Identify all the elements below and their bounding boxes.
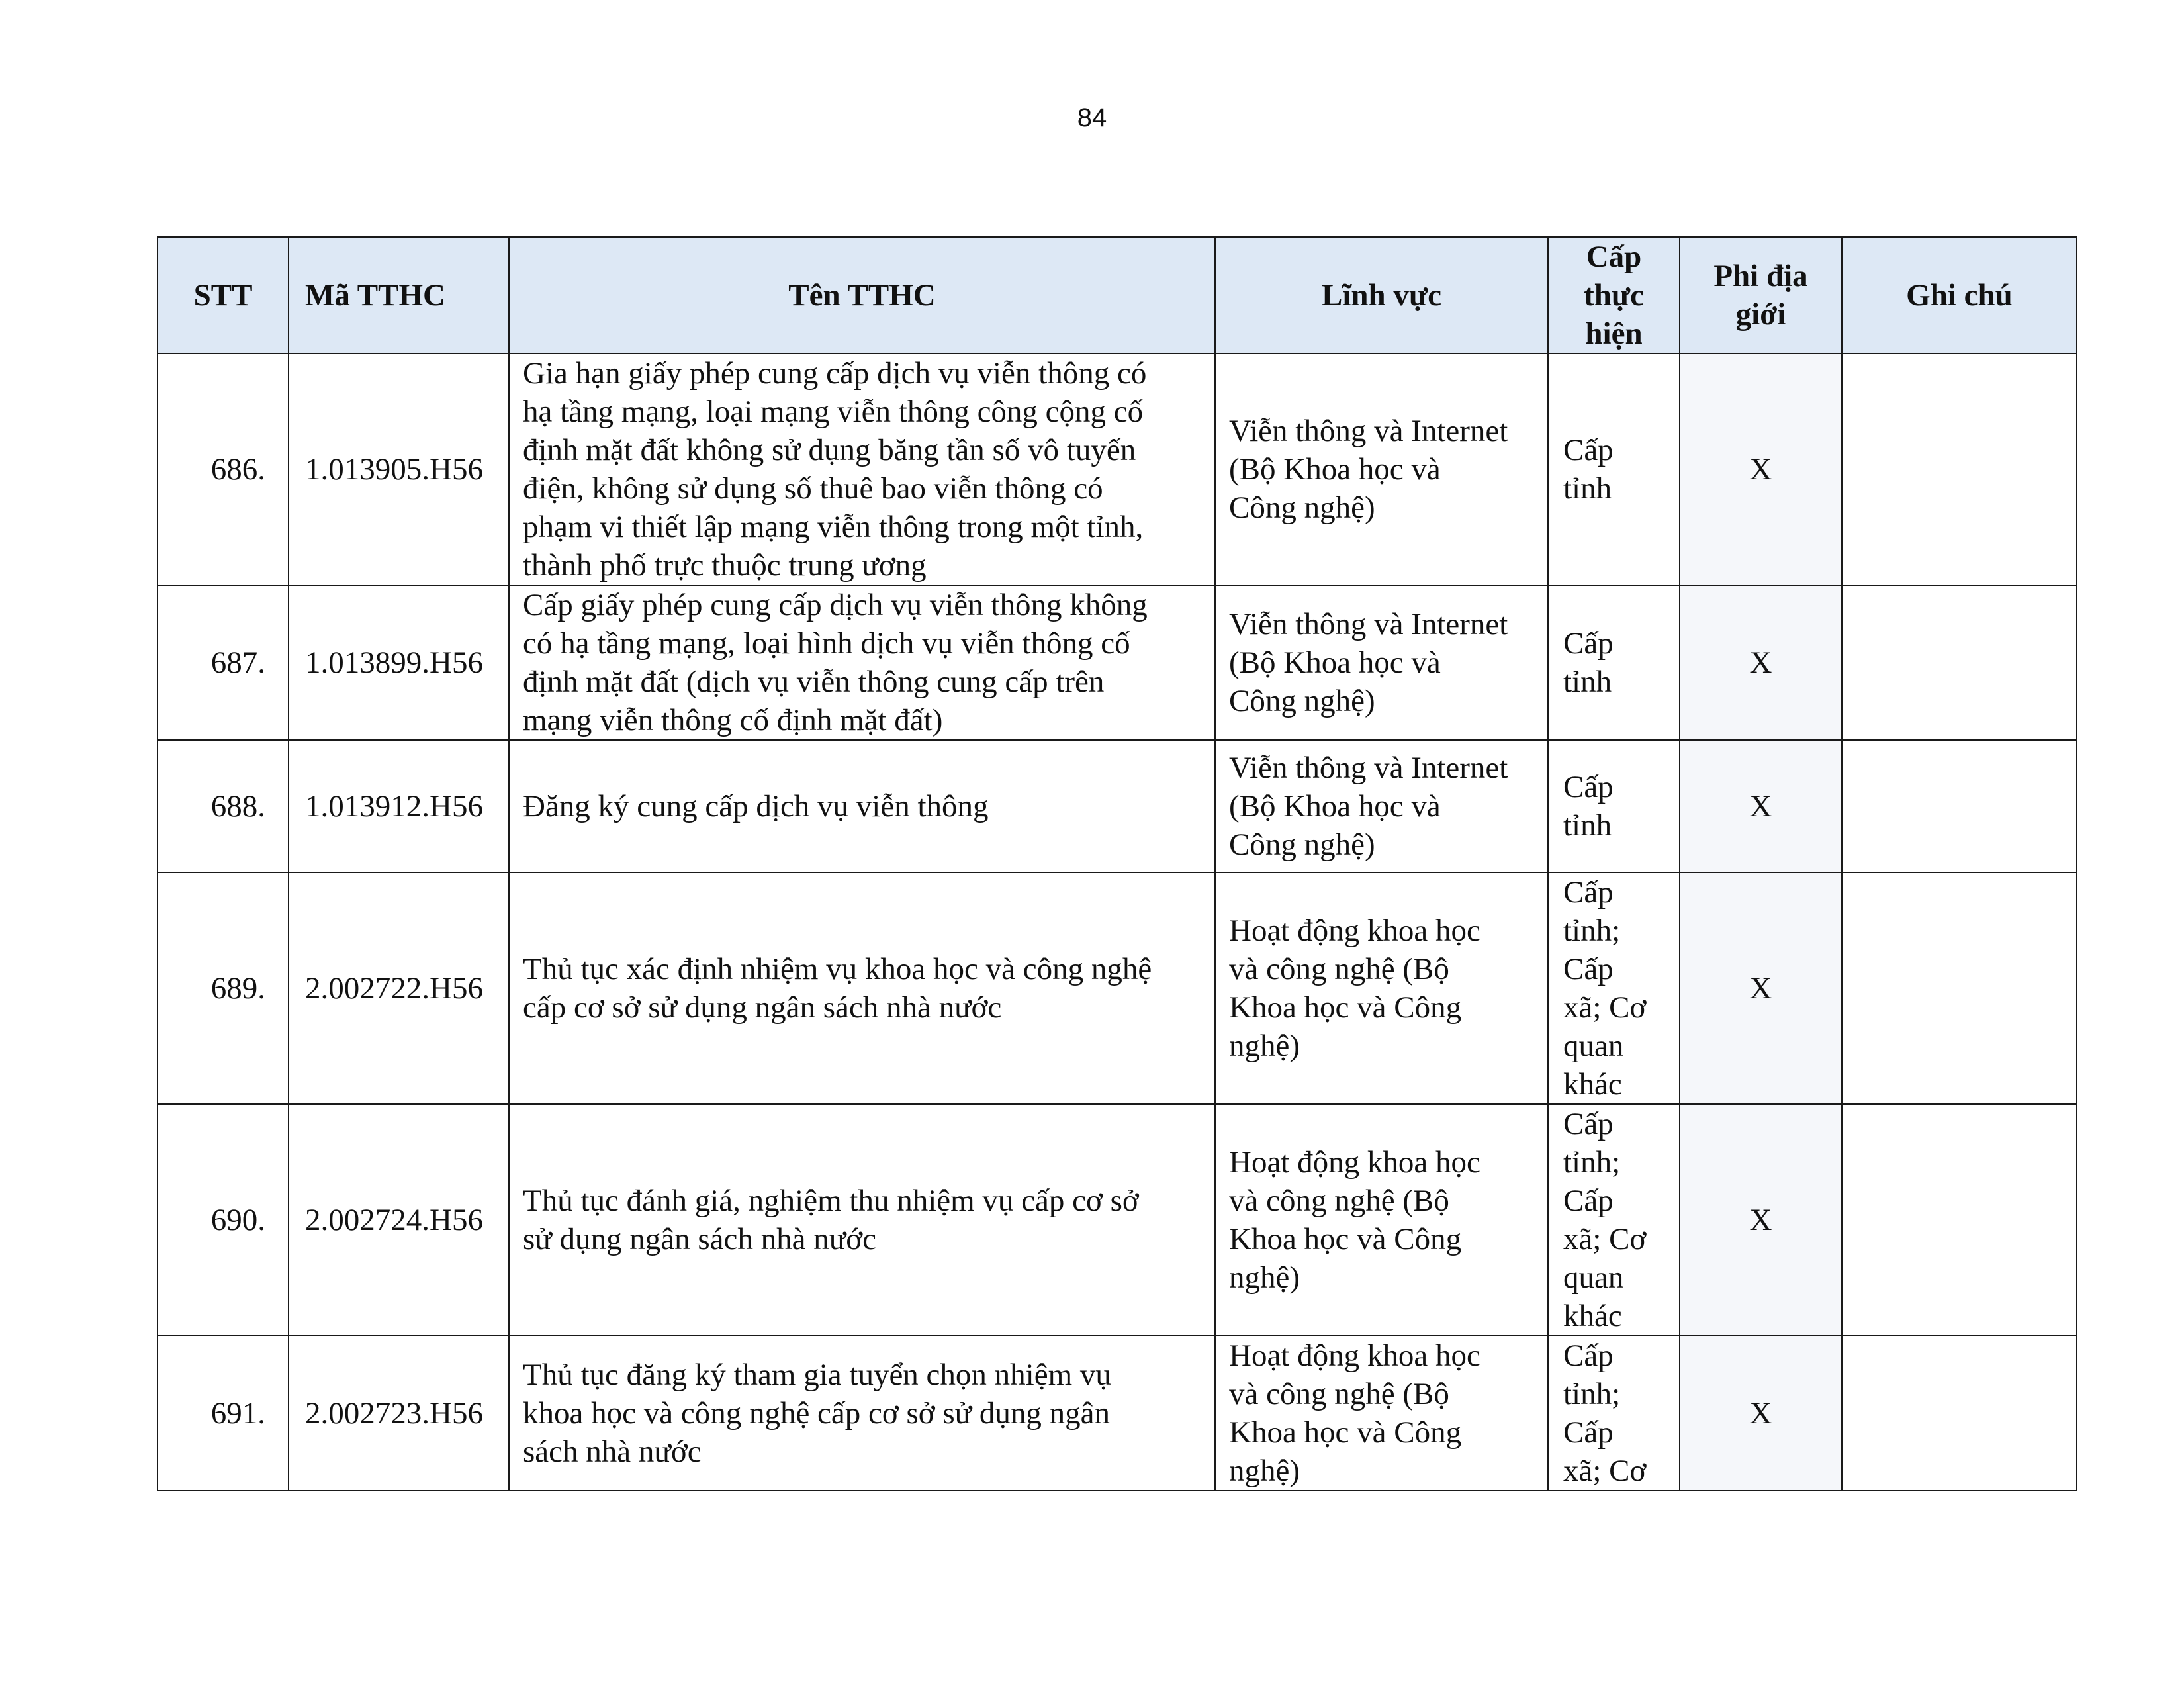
- cell-name-line: sử dụng ngân sách nhà nước: [523, 1222, 876, 1256]
- cell-name-line: Thủ tục xác định nhiệm vụ khoa học và công nghệ: [523, 952, 1152, 986]
- cell-name-line: khoa học và công nghệ cấp cơ sở sử dụng ngân: [523, 1396, 1111, 1430]
- cell-phi: X: [1680, 1336, 1842, 1491]
- cell-name: [509, 585, 1215, 740]
- cell-field-line: và công nghệ (Bộ: [1229, 1377, 1449, 1411]
- cell-name-line: định mặt đất không sử dụng băng tần số vô tuyến: [523, 433, 1136, 467]
- table-row: [158, 1336, 2077, 1491]
- cell-field-line: Viễn thông và Internet: [1229, 607, 1508, 641]
- cell-field-line: (Bộ Khoa học và: [1229, 789, 1441, 823]
- cell-field-line: Công nghệ): [1229, 827, 1375, 862]
- cell-name: [509, 353, 1215, 585]
- cell-field-line: Khoa học và Công: [1229, 1222, 1462, 1256]
- cell-code: 2.002724.H56: [289, 1104, 509, 1336]
- cell-field: [1215, 1336, 1548, 1491]
- cell-name-line: có hạ tầng mạng, loại hình dịch vụ viễn thông cố: [523, 626, 1130, 661]
- cell-field-line: Khoa học và Công: [1229, 990, 1462, 1025]
- cell-name-line: mạng viễn thông cố định mặt đất): [523, 703, 943, 737]
- cell-level-line: Cấp: [1563, 1107, 1614, 1141]
- cell-level-line: xã; Cơ: [1563, 990, 1647, 1025]
- cell-level-line: quan: [1563, 1260, 1624, 1295]
- cell-level-line: tỉnh: [1563, 471, 1612, 506]
- cell-note: [1842, 1336, 2077, 1491]
- cell-field: [1215, 740, 1548, 872]
- cell-name-line: định mặt đất (dịch vụ viễn thông cung cấp trên: [523, 665, 1105, 699]
- cell-name: [509, 1336, 1215, 1491]
- cell-name-line: điện, không sử dụng số thuê bao viễn thông có: [523, 471, 1103, 506]
- cell-field-line: Hoạt động khoa học: [1229, 914, 1480, 948]
- header-phi-line: Phi địa: [1713, 259, 1808, 293]
- header-phi-line: giới: [1735, 297, 1786, 332]
- cell-level-line: khác: [1563, 1067, 1622, 1102]
- cell-level-line: Cấp: [1563, 1184, 1614, 1218]
- cell-stt: 691.: [158, 1336, 289, 1491]
- header-field: Lĩnh vực: [1215, 237, 1548, 353]
- cell-field-line: Viễn thông và Internet: [1229, 751, 1508, 785]
- cell-level-line: Cấp: [1563, 875, 1614, 910]
- cell-field-line: Khoa học và Công: [1229, 1415, 1462, 1450]
- cell-level-line: Cấp: [1563, 770, 1614, 804]
- table-row: [158, 353, 2077, 585]
- header-phi: [1680, 237, 1842, 353]
- header-level-line: Cấp: [1586, 240, 1642, 274]
- cell-level-line: Cấp: [1563, 626, 1614, 661]
- cell-level: [1548, 872, 1680, 1104]
- cell-name-line: Thủ tục đăng ký tham gia tuyển chọn nhiệm vụ: [523, 1358, 1111, 1392]
- cell-name-line: cấp cơ sở sử dụng ngân sách nhà nước: [523, 990, 1002, 1025]
- header-stt: STT: [158, 237, 289, 353]
- header-level: [1548, 237, 1680, 353]
- cell-phi: X: [1680, 872, 1842, 1104]
- header-level-line: thực: [1584, 278, 1644, 312]
- cell-field-line: và công nghệ (Bộ: [1229, 1184, 1449, 1218]
- cell-field: [1215, 353, 1548, 585]
- cell-level-line: tỉnh;: [1563, 1145, 1621, 1180]
- cell-name: [509, 740, 1215, 872]
- cell-level-line: tỉnh;: [1563, 914, 1621, 948]
- cell-stt: 690.: [158, 1104, 289, 1336]
- cell-level-line: tỉnh: [1563, 808, 1612, 843]
- header-code: Mã TTHC: [289, 237, 509, 353]
- cell-name: [509, 1104, 1215, 1336]
- cell-level: [1548, 1336, 1680, 1491]
- cell-level-line: Cấp: [1563, 433, 1614, 467]
- cell-level: [1548, 1104, 1680, 1336]
- cell-phi: X: [1680, 585, 1842, 740]
- cell-name-line: phạm vi thiết lập mạng viễn thông trong một tỉnh,: [523, 510, 1144, 544]
- cell-note: [1842, 353, 2077, 585]
- cell-level-line: xã; Cơ: [1563, 1222, 1647, 1256]
- cell-level-line: Cấp: [1563, 1338, 1614, 1373]
- cell-name: [509, 872, 1215, 1104]
- table-row: [158, 740, 2077, 872]
- cell-field-line: Hoạt động khoa học: [1229, 1145, 1480, 1180]
- cell-level-line: tỉnh: [1563, 665, 1612, 699]
- cell-name-line: Cấp giấy phép cung cấp dịch vụ viễn thông không: [523, 588, 1148, 622]
- cell-level-line: tỉnh;: [1563, 1377, 1621, 1411]
- cell-phi: X: [1680, 1104, 1842, 1336]
- cell-stt: 689.: [158, 872, 289, 1104]
- cell-level-line: khác: [1563, 1299, 1622, 1333]
- cell-note: [1842, 872, 2077, 1104]
- cell-phi: X: [1680, 740, 1842, 872]
- cell-note: [1842, 740, 2077, 872]
- cell-field-line: Công nghệ): [1229, 491, 1375, 525]
- cell-field: [1215, 872, 1548, 1104]
- cell-code: 2.002723.H56: [289, 1336, 509, 1491]
- header-note: Ghi chú: [1842, 237, 2077, 353]
- cell-level-line: quan: [1563, 1029, 1624, 1063]
- cell-name-line: Gia hạn giấy phép cung cấp dịch vụ viễn thông có: [523, 356, 1147, 391]
- cell-field-line: Viễn thông và Internet: [1229, 414, 1508, 448]
- cell-field-line: và công nghệ (Bộ: [1229, 952, 1449, 986]
- cell-field-line: Công nghệ): [1229, 684, 1375, 718]
- cell-field-line: (Bộ Khoa học và: [1229, 645, 1441, 680]
- cell-name-line: Đăng ký cung cấp dịch vụ viễn thông: [523, 789, 989, 823]
- header-name: Tên TTHC: [509, 237, 1215, 353]
- cell-name-line: thành phố trực thuộc trung ương: [523, 548, 927, 583]
- cell-name-line: Thủ tục đánh giá, nghiệm thu nhiệm vụ cấp cơ sở: [523, 1184, 1139, 1218]
- cell-field-line: nghệ): [1229, 1029, 1300, 1063]
- page-number: 84: [1077, 103, 1107, 132]
- cell-code: 1.013899.H56: [289, 585, 509, 740]
- cell-stt: 686.: [158, 353, 289, 585]
- table-row: [158, 585, 2077, 740]
- cell-note: [1842, 1104, 2077, 1336]
- table-header-row: [158, 237, 2077, 353]
- cell-level: [1548, 353, 1680, 585]
- cell-level-line: Cấp: [1563, 1415, 1614, 1450]
- table-row: [158, 872, 2077, 1104]
- cell-code: 2.002722.H56: [289, 872, 509, 1104]
- header-level-line: hiện: [1585, 316, 1643, 351]
- cell-note: [1842, 585, 2077, 740]
- cell-level-line: Cấp: [1563, 952, 1614, 986]
- procedures-table: [157, 236, 2077, 1491]
- cell-code: 1.013912.H56: [289, 740, 509, 872]
- cell-name-line: sách nhà nước: [523, 1434, 702, 1469]
- cell-field: [1215, 585, 1548, 740]
- cell-field-line: nghệ): [1229, 1260, 1300, 1295]
- cell-stt: 688.: [158, 740, 289, 872]
- cell-field-line: (Bộ Khoa học và: [1229, 452, 1441, 487]
- cell-phi: X: [1680, 353, 1842, 585]
- table-row: [158, 1104, 2077, 1336]
- cell-field-line: nghệ): [1229, 1454, 1300, 1488]
- cell-stt: 687.: [158, 585, 289, 740]
- cell-level: [1548, 585, 1680, 740]
- cell-field: [1215, 1104, 1548, 1336]
- cell-name-line: hạ tầng mạng, loại mạng viễn thông công cộng cố: [523, 395, 1144, 429]
- cell-code: 1.013905.H56: [289, 353, 509, 585]
- cell-level-line: xã; Cơ: [1563, 1454, 1647, 1488]
- cell-field-line: Hoạt động khoa học: [1229, 1338, 1480, 1373]
- cell-level: [1548, 740, 1680, 872]
